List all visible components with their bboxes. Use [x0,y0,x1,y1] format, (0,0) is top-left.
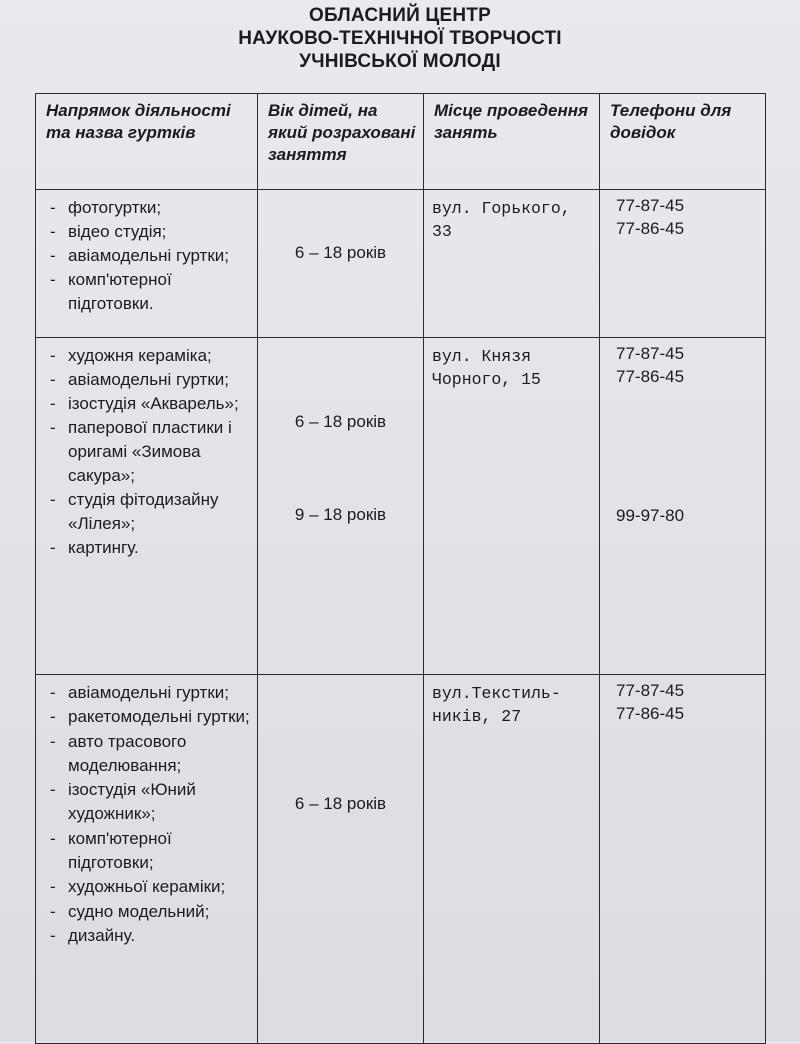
table-header-row [36,94,766,190]
phone-number: 99-97-80 [616,506,685,525]
place-cell [424,338,600,675]
activities-list [36,675,257,948]
page-title [0,4,800,73]
list-item: - комп'ютерної підготовки. [44,268,253,316]
phone-number: 77-86-45 [616,704,685,723]
list-item: - фотогуртки; [44,196,253,220]
activities-cell [36,675,258,1044]
list-item: - ізостудія «Юний художник»; [44,778,253,827]
age-cell [258,675,424,1044]
list-item: - судно модельний; [44,900,253,924]
place-cell [424,190,600,338]
phones-cell [600,338,766,675]
list-item: - комп'ютерної підготовки; [44,827,253,876]
title-line-2: НАУКОВО-ТЕХНІЧНОЇ ТВОРЧОСТІ [238,28,562,49]
activities-table [35,93,766,1044]
header-place: Місце проведення занять [424,94,600,190]
list-item: - ізостудія «Акварель»; [44,392,253,416]
list-item: - відео студія; [44,220,253,244]
list-item: - картингу. [44,536,253,560]
age-range: 9 – 18 років [294,505,387,524]
activities-list [36,190,257,316]
phone-number: 77-86-45 [616,219,685,238]
header-activity: Напрямок діяльності та назва гуртків [36,94,258,190]
age-range: 6 – 18 років [294,243,387,262]
title-line-3: УЧНІВСЬКОЇ МОЛОДІ [299,51,501,72]
age-range: 6 – 18 років [294,412,387,431]
age-cell [258,190,424,338]
activities-list [36,338,257,560]
activities-cell [36,190,258,338]
list-item: - авто трасового моделювання; [44,730,253,779]
list-item: - авіамодельні гуртки; [44,681,253,705]
phone-number: 77-87-45 [616,681,685,700]
place-address: вул. Князя Чорного, 15 [432,347,541,389]
list-item: - авіамодельні гуртки; [44,244,253,268]
phone-number: 77-86-45 [616,367,685,386]
activities-cell [36,338,258,675]
phone-number: 77-87-45 [616,344,685,363]
age-range: 6 – 18 років [294,794,387,813]
list-item: - авіамодельні гуртки; [44,368,253,392]
list-item: - художня кераміка; [44,344,253,368]
table-row [36,190,766,338]
header-age: Вік дітей, на який розраховані заняття [258,94,424,190]
header-phones: Телефони для довідок [600,94,766,190]
phones-cell [600,675,766,1044]
age-cell [258,338,424,675]
table-row [36,675,766,1044]
place-address: вул. Горького, 33 [432,199,571,241]
title-line-1: ОБЛАСНИЙ ЦЕНТР [309,5,491,26]
place-address: вул.Текстиль-ників, 27 [432,684,561,726]
list-item: - художньої кераміки; [44,875,253,899]
list-item: - дизайну. [44,924,253,948]
list-item: - паперової пластики і оригамі «Зимова сакура»; [44,416,253,488]
table-row [36,338,766,675]
phones-cell [600,190,766,338]
list-item: - ракетомодельні гуртки; [44,705,253,729]
place-cell [424,675,600,1044]
phone-number: 77-87-45 [616,196,685,215]
list-item: - студія фітодизайну «Лілея»; [44,488,253,536]
